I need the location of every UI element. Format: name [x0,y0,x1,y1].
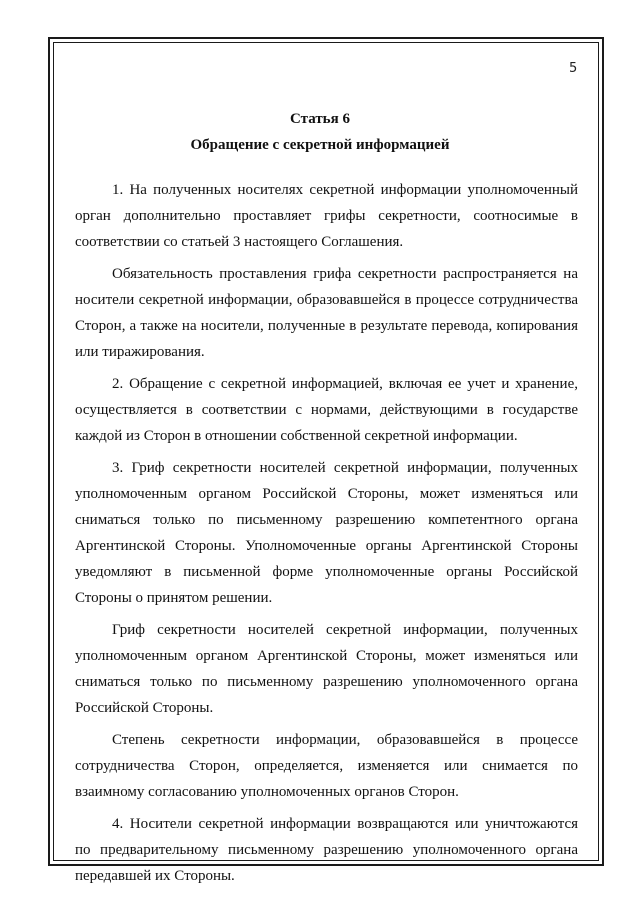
article-body [75,177,578,895]
paragraph: Гриф секретности носителей секретной информации, полученных уполномоченным органом Аргентинской Стороны, может изменяться или сниматься только по письменному разрешению уполномоченного органа Российской Стороны. [75,622,578,716]
article-subtitle: Обращение с секретной информацией [190,137,450,153]
page-number: 5 [569,61,578,76]
paragraph: 2. Обращение с секретной информацией, включая ее учет и хранение, осуществляется в соответствии с нормами, действующими в государстве каждой из Сторон в отношении собственной секретной информации. [75,376,578,444]
paragraph: Обязательность проставления грифа секретности распространяется на носители секретной информации, образовавшейся в процессе сотрудничества Сторон, а также на носители, полученные в результате перевода, копирования или тиражирования. [75,266,578,360]
paragraph: Степень секретности информации, образовавшейся в процессе сотрудничества Сторон, определяется, изменяется или снимается по взаимному согласованию уполномоченных органов Сторон. [75,732,578,800]
paragraph: 4. Носители секретной информации возвращаются или уничтожаются по предварительному письменному разрешению уполномоченного органа передавшей их Стороны. [75,816,578,884]
paragraph: 3. Гриф секретности носителей секретной информации, полученных уполномоченным органом Российской Стороны, может изменяться или сниматься только по письменному разрешению компетентного органа Аргентинской Стороны. Уполномоченные органы Аргентинской Стороны уведомляют в письменной форме уполномоченные органы Российской Стороны о принятом решении. [75,460,578,606]
article-title: Статья 6 [290,111,350,127]
paragraph: 1. На полученных носителях секретной информации уполномоченный орган дополнительно проставляет грифы секретности, соотносимые в соответствии со статьей 3 настоящего Соглашения. [75,182,578,250]
